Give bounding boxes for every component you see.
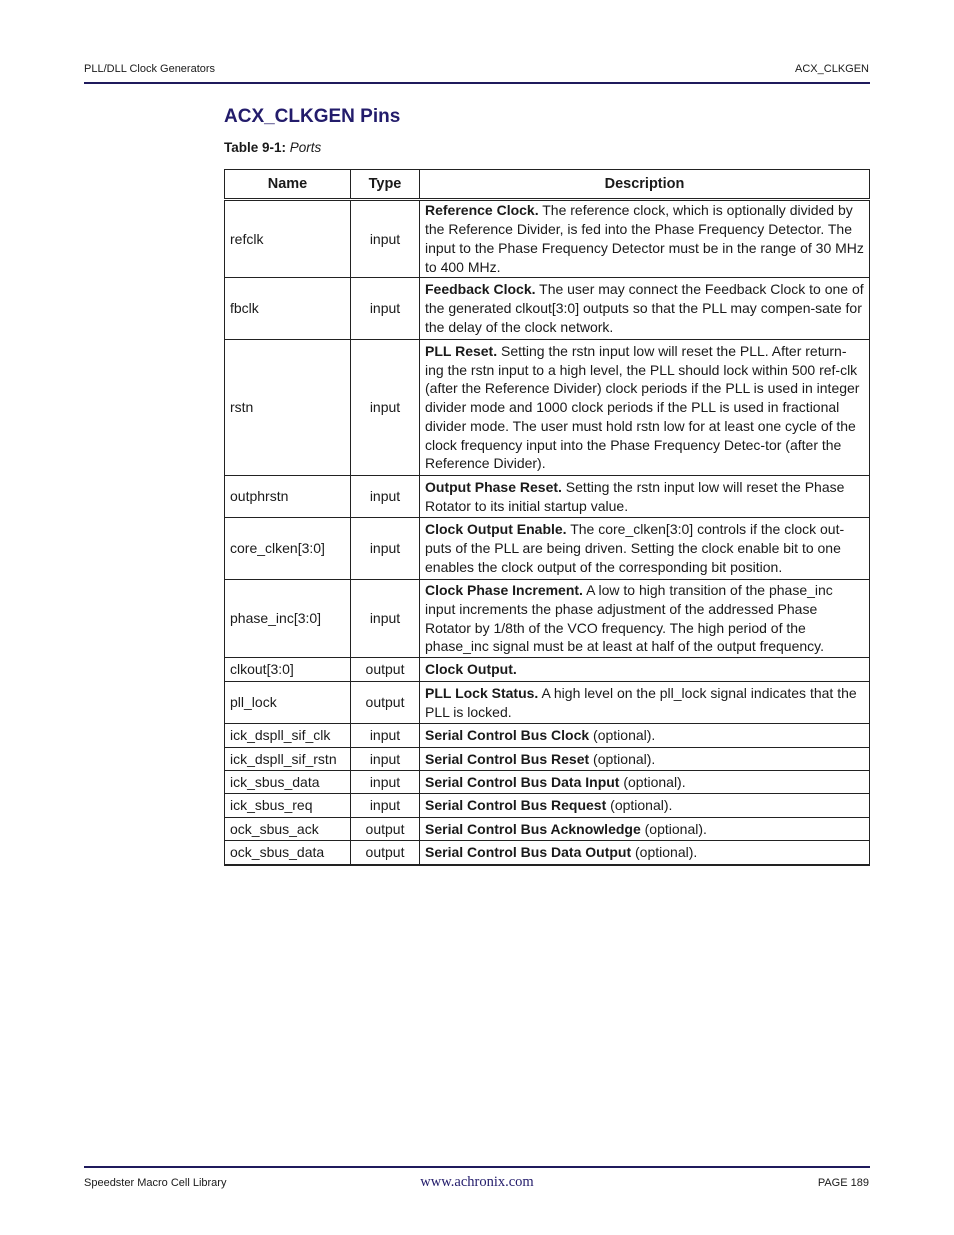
port-description-text: (optional). xyxy=(619,773,686,790)
port-description-lead: PLL Lock Status. xyxy=(425,684,539,701)
port-description-cell xyxy=(420,794,870,818)
port-name-cell: ick_sbus_data xyxy=(225,771,351,794)
table-row xyxy=(225,580,870,658)
table-caption-label: Table 9-1: xyxy=(224,140,287,155)
port-description-lead: Feedback Clock. xyxy=(425,281,536,298)
port-type-cell: input xyxy=(351,580,420,658)
port-description-lead: Serial Control Bus Data Output xyxy=(425,843,632,860)
port-description-cell xyxy=(420,580,870,658)
port-description-cell xyxy=(420,771,870,794)
table-header-row xyxy=(225,170,870,200)
port-name-cell: rstn xyxy=(225,340,351,476)
port-name-cell: ick_dspll_sif_clk xyxy=(225,724,351,748)
port-type-cell: input xyxy=(351,771,420,794)
port-name-cell: phase_inc[3:0] xyxy=(225,580,351,658)
table-row xyxy=(225,518,870,580)
port-name-cell: refclk xyxy=(225,200,351,278)
table-row xyxy=(225,724,870,748)
port-type-cell: input xyxy=(351,476,420,518)
table-caption-text: Ports xyxy=(289,140,322,155)
port-description-text: (optional). xyxy=(589,727,656,744)
table-row xyxy=(225,340,870,476)
table-row xyxy=(225,200,870,278)
port-description-lead: Clock Phase Increment. xyxy=(425,581,583,598)
port-type-cell: input xyxy=(351,748,420,771)
port-description-text: A low to high transition of the phase_inc input increments the phase adjustment of the addressed Phase Rotator by 1/8th of the VCO frequency. The high period of the phase_inc signal must be at least at half of the output frequency. xyxy=(425,581,833,655)
port-description-text: (optional). xyxy=(589,750,656,767)
footer-doc-title: Speedster Macro Cell Library xyxy=(84,1177,227,1189)
port-description-cell xyxy=(420,476,870,518)
table-row xyxy=(225,658,870,682)
port-description-text: Setting the rstn input low will reset the PLL. After return-ing the rstn input to a high level, the PLL should lock within 500 ref-clk (after the Reference Divider) clock periods if the PLL is used in integer divider mode and 1000 clock periods if the PLL is used in fractional divider mode. The user must hold rstn low for at least one cycle of the clock frequency input into the Phase Frequency Detec-tor (after the Reference Divider). xyxy=(425,342,860,472)
port-type-cell: input xyxy=(351,518,420,580)
port-description-lead: PLL Reset. xyxy=(425,342,498,359)
table-row xyxy=(225,818,870,841)
table-row xyxy=(225,278,870,340)
port-description-lead: Clock Output Enable. xyxy=(425,521,567,538)
port-description-cell xyxy=(420,841,870,865)
port-name-cell: ick_sbus_req xyxy=(225,794,351,818)
port-description-cell xyxy=(420,278,870,340)
footer-page-number: PAGE 189 xyxy=(817,1177,869,1189)
port-description-cell xyxy=(420,340,870,476)
port-description-lead: Serial Control Bus Clock xyxy=(425,727,590,744)
port-name-cell: fbclk xyxy=(225,278,351,340)
header-divider xyxy=(84,82,870,84)
running-header-left: PLL/DLL Clock Generators xyxy=(84,63,216,75)
port-type-cell: input xyxy=(351,724,420,748)
port-description-cell xyxy=(420,200,870,278)
port-description-lead: Serial Control Bus Acknowledge xyxy=(425,820,641,837)
port-type-cell: input xyxy=(351,794,420,818)
port-name-cell: clkout[3:0] xyxy=(225,658,351,682)
port-description-text: The user may connect the Feedback Clock to one of the generated clkout[3:0] outputs so that the PLL may compen-sate for the delay of the clock network. xyxy=(425,281,864,335)
port-description-text: The reference clock, which is optionally divided by the Reference Divider, is fed into the Phase Frequency Detector. The input to the Phase Frequency Detector must be in the range of 30 MHz to 400 MHz. xyxy=(425,202,864,275)
running-header-right: ACX_CLKGEN xyxy=(795,63,869,75)
port-description-lead: Serial Control Bus Data Input xyxy=(425,773,620,790)
column-header-description: Description xyxy=(420,170,870,200)
table-row xyxy=(225,794,870,818)
port-description-lead: Serial Control Bus Request xyxy=(425,797,607,814)
footer-website-link[interactable]: www.achronix.com xyxy=(420,1174,534,1190)
port-type-cell: input xyxy=(351,278,420,340)
section-title: ACX_CLKGEN Pins xyxy=(224,106,401,127)
port-type-cell: output xyxy=(351,682,420,724)
port-description-cell xyxy=(420,818,870,841)
column-header-name: Name xyxy=(225,170,351,200)
port-description-lead: Output Phase Reset. xyxy=(425,478,562,495)
port-name-cell: ock_sbus_ack xyxy=(225,818,351,841)
port-description-text: (optional). xyxy=(640,820,707,837)
port-description-text: A high level on the pll_lock signal indicates that the PLL is locked. xyxy=(425,684,857,720)
table-caption xyxy=(224,140,321,155)
port-name-cell: outphrstn xyxy=(225,476,351,518)
port-type-cell: input xyxy=(351,200,420,278)
port-description-cell xyxy=(420,518,870,580)
port-description-text: (optional). xyxy=(631,843,698,860)
port-description-text: (optional). xyxy=(606,797,673,814)
port-description-lead: Reference Clock. xyxy=(425,202,539,219)
port-description-text: Setting the rstn input low will reset the Phase Rotator to its initial startup value. xyxy=(425,478,845,514)
port-description-cell xyxy=(420,682,870,724)
port-type-cell: output xyxy=(351,818,420,841)
port-name-cell: pll_lock xyxy=(225,682,351,724)
table-row xyxy=(225,748,870,771)
ports-table xyxy=(224,169,870,866)
port-name-cell: ock_sbus_data xyxy=(225,841,351,865)
port-description-text: The core_clken[3:0] controls if the clock out-puts of the PLL are being driven. Setting the clock enable bit to one enables the clock output of the corresponding bit position. xyxy=(425,521,845,575)
port-type-cell: output xyxy=(351,841,420,865)
port-description-lead: Serial Control Bus Reset xyxy=(425,750,590,767)
column-header-type: Type xyxy=(351,170,420,200)
table-row xyxy=(225,682,870,724)
table-row xyxy=(225,771,870,794)
table-row xyxy=(225,476,870,518)
port-type-cell: input xyxy=(351,340,420,476)
port-description-cell xyxy=(420,658,870,682)
port-description-cell xyxy=(420,724,870,748)
port-type-cell: output xyxy=(351,658,420,682)
port-description-cell xyxy=(420,748,870,771)
port-name-cell: ick_dspll_sif_rstn xyxy=(225,748,351,771)
port-name-cell: core_clken[3:0] xyxy=(225,518,351,580)
table-row xyxy=(225,841,870,865)
footer-divider xyxy=(84,1166,870,1168)
port-description-lead: Clock Output. xyxy=(425,661,517,678)
